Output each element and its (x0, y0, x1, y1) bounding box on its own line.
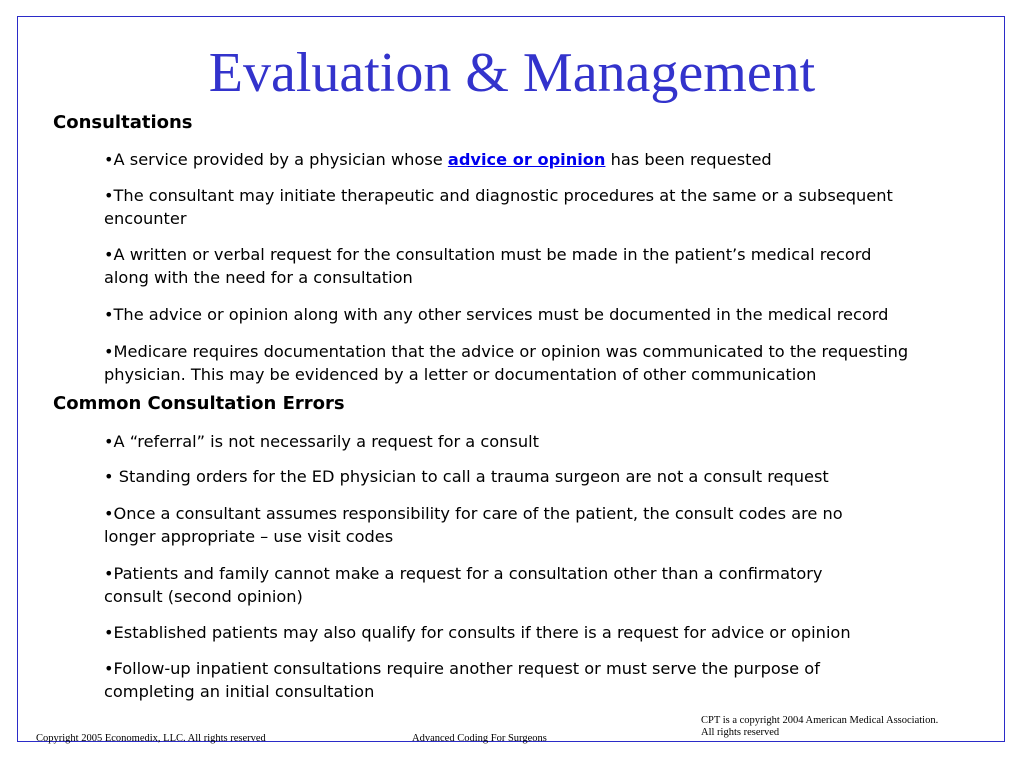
bullet-line: •Patients and family cannot make a request for a consultation other than a confirmatory (104, 564, 823, 583)
bullet-line: physician. This may be evidenced by a letter or documentation of other communication (104, 365, 817, 384)
bullet-consultation-service (104, 148, 772, 171)
bullet-line: • Standing orders for the ED physician to call a trauma surgeon are not a consult request (104, 467, 829, 486)
bullet-medicare-documentation (104, 340, 908, 386)
bullet-patients-family (104, 562, 822, 608)
advice-or-opinion-link[interactable]: advice or opinion (447, 150, 606, 169)
bullet-line: •Medicare requires documentation that the advice or opinion was communicated to the requesting (104, 342, 909, 361)
footer-cpt-line: CPT is a copyright 2004 American Medical Association. (701, 715, 939, 726)
section-heading-consultations: Consultations (53, 112, 193, 133)
bullet-line: along with the need for a consultation (104, 268, 413, 287)
bullet-line: completing an initial consultation (104, 682, 375, 701)
bullet-line: •Established patients may also qualify for consults if there is a request for advice or opinion (104, 623, 851, 642)
footer-cpt-line: All rights reserved (701, 727, 780, 738)
bullet-line: •Once a consultant assumes responsibility for care of the patient, the consult codes are no (104, 504, 843, 523)
bullet-line: consult (second opinion) (104, 587, 303, 606)
footer-course-title: Advanced Coding For Surgeons (412, 733, 547, 744)
section-heading-common-errors: Common Consultation Errors (53, 393, 345, 414)
bullet-written-request (104, 243, 871, 289)
bullet-consultant-procedures (104, 184, 893, 230)
bullet-line: •A written or verbal request for the consultation must be made in the patient’s medical record (104, 245, 872, 264)
bullet-established-patients (104, 621, 851, 644)
bullet-line: •A “referral” is not necessarily a request for a consult (104, 432, 539, 451)
bullet-text: has been requested (605, 150, 772, 169)
bullet-line: •Follow-up inpatient consultations require another request or must serve the purpose of (104, 659, 820, 678)
bullet-text: •A service provided by a physician whose (104, 150, 448, 169)
bullet-line: •The consultant may initiate therapeutic and diagnostic procedures at the same or a subsequent (104, 186, 893, 205)
bullet-standing-orders (104, 465, 829, 488)
slide-title: Evaluation & Management (208, 42, 816, 104)
footer-copyright: Copyright 2005 Economedix, LLC. All rights reserved (36, 733, 266, 744)
bullet-referral (104, 430, 539, 453)
bullet-line: •The advice or opinion along with any other services must be documented in the medical record (104, 305, 889, 324)
bullet-line: encounter (104, 209, 187, 228)
footer-cpt-notice (701, 715, 938, 739)
bullet-consultant-responsibility (104, 502, 843, 548)
bullet-follow-up (104, 657, 820, 703)
bullet-advice-documented (104, 303, 888, 326)
bullet-line: longer appropriate – use visit codes (104, 527, 394, 546)
